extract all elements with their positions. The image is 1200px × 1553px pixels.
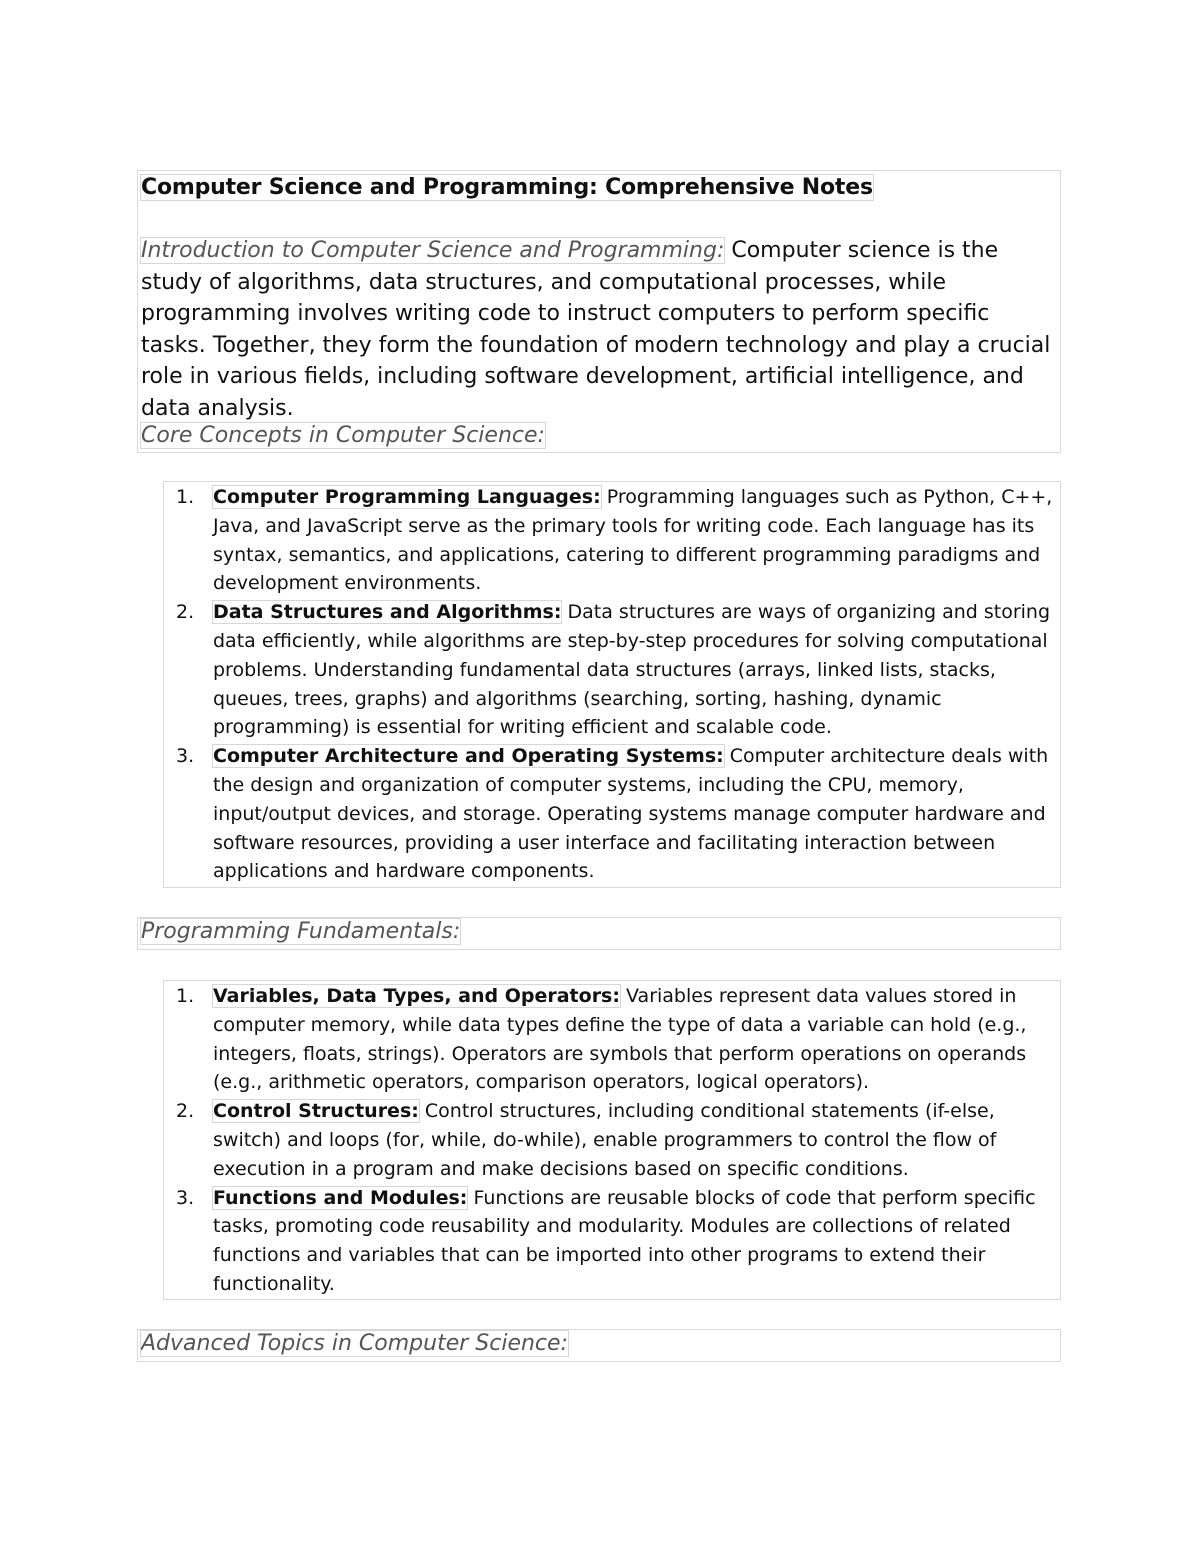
- list-item: [164, 982, 1060, 1097]
- list-item-term: Control Structures:: [213, 1100, 419, 1123]
- core-concepts-list-box: [163, 481, 1061, 888]
- programming-fundamentals-heading-box: [137, 917, 1061, 950]
- list-item-text: Control structures, including conditional statements (if-else, switch) and loops (for, while, do-while), enable programmers to control the flow of execution in a program and make decisions based on specific conditions.: [213, 1100, 997, 1180]
- list-item-number: 2.: [176, 601, 195, 624]
- advanced-topics-heading: Advanced Topics in Computer Science:: [141, 1331, 568, 1356]
- intro-lead: Introduction to Computer Science and Programming:: [141, 238, 725, 263]
- list-item: [164, 598, 1060, 742]
- list-item-text: Computer architecture deals with the design and organization of computer systems, including the CPU, memory, input/output devices, and storage. Operating systems manage computer hardware and software resources, providing a user interface and facilitating interaction between applications and hardware components.: [213, 745, 1049, 883]
- list-item-number: 3.: [176, 745, 195, 768]
- intro-block: [137, 170, 1061, 453]
- core-concepts-heading: Core Concepts in Computer Science:: [141, 423, 545, 448]
- programming-fundamentals-list: [164, 982, 1060, 1299]
- core-concepts-list: [164, 483, 1060, 886]
- list-item: [164, 1097, 1060, 1183]
- list-item-text: Data structures are ways of organizing and storing data efficiently, while algorithms are step-by-step procedures for solving computational problems. Understanding fundamental data structures (arrays, linked lists, stacks, queues, trees, graphs) and algorithms (searching, sorting, hashing, dynamic programming) is essential for writing efficient and scalable code.: [213, 601, 1051, 739]
- intro-text: Computer science is the study of algorithms, data structures, and computational processes, while programming involves writing code to instruct computers to perform specific tasks. Together, they form the foundation of modern technology and play a crucial role in various fields, including software development, artificial intelligence, and data analysis.: [141, 238, 1051, 421]
- list-item-term: Data Structures and Algorithms:: [213, 601, 562, 624]
- list-item: [164, 483, 1060, 598]
- list-item-number: 1.: [176, 486, 195, 508]
- intro-paragraph: [141, 235, 1051, 424]
- list-item-term: Computer Programming Languages:: [213, 486, 601, 508]
- list-item-text: Variables represent data values stored in computer memory, while data types define the type of data a variable can hold (e.g., integers, floats, strings). Operators are symbols that perform operations on operands (e.g., arithmetic operators, comparison operators, logical operators).: [213, 985, 1027, 1094]
- document-title: Computer Science and Programming: Comprehensive Notes: [141, 175, 873, 200]
- list-item: [164, 742, 1060, 886]
- list-item-text: Functions are reusable blocks of code that perform specific tasks, promoting code reusability and modularity. Modules are collections of related functions and variables that can be imported into other programs to extend their functionality.: [213, 1186, 1036, 1295]
- advanced-topics-heading-box: [137, 1329, 1061, 1362]
- list-item-term: Computer Architecture and Operating Systems:: [213, 745, 724, 768]
- list-item-text: Programming languages such as Python, C++, Java, and JavaScript serve as the primary tools for writing code. Each language has its syntax, semantics, and applications, catering to different programming paradigms and development environments.: [213, 486, 1053, 595]
- programming-fundamentals-heading: Programming Fundamentals:: [141, 919, 461, 944]
- list-item-number: 2.: [176, 1100, 195, 1123]
- list-item-number: 1.: [176, 985, 195, 1007]
- list-item-number: 3.: [176, 1186, 195, 1209]
- programming-fundamentals-list-box: [163, 980, 1061, 1300]
- list-item-term: Functions and Modules:: [213, 1186, 468, 1209]
- list-item: [164, 1184, 1060, 1299]
- list-item-term: Variables, Data Types, and Operators:: [213, 985, 620, 1007]
